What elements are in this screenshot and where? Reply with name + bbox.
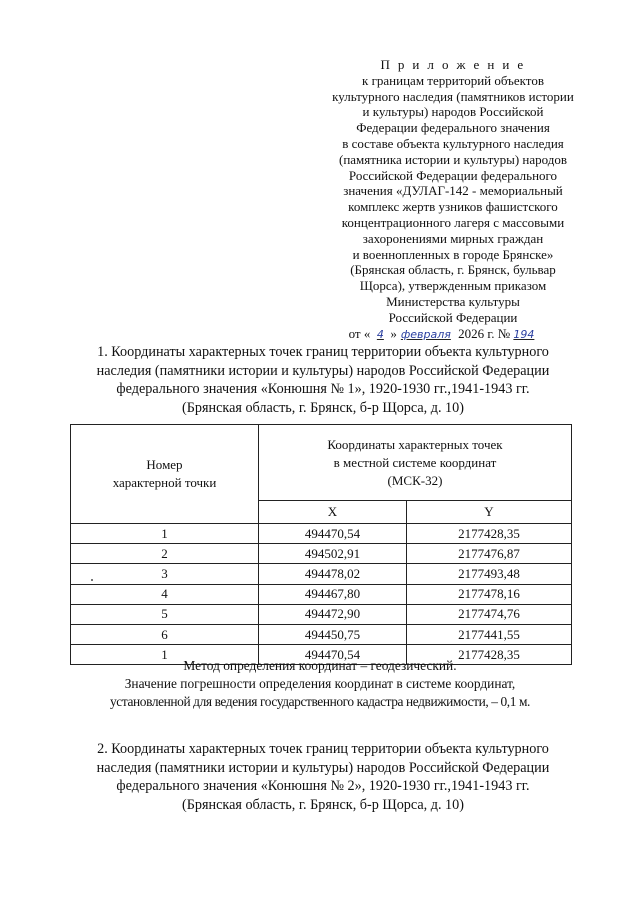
table-row: [71, 564, 572, 584]
table-header-row: [71, 425, 572, 501]
date-mid: »: [390, 325, 397, 341]
coordinates-table: [70, 424, 572, 665]
x-cell: 494478,02: [259, 564, 407, 584]
date-year: 2026 г. №: [458, 325, 511, 341]
appendix-line: захоронениями мирных граждан: [362, 230, 544, 246]
section-2-title-line: наследия (памятники истории и культуры) народов Российской Федерации: [96, 759, 550, 776]
point-number-header: [71, 425, 259, 524]
x-header: X: [259, 501, 407, 524]
header-text: характерной точки: [112, 475, 217, 490]
table-row: [71, 604, 572, 624]
x-cell: 494470,54: [259, 645, 407, 665]
y-cell: 2177428,35: [406, 524, 571, 544]
header-text: Координаты характерных точек: [327, 436, 503, 452]
section-1-title-line: (Брянская область, г. Брянск, б-р Щорса, д. 10): [182, 399, 464, 416]
date-prefix: от «: [348, 325, 371, 341]
appendix-line: Федерации федерального значения: [356, 120, 550, 136]
appendix-line: и военнопленных в городе Брянске»: [352, 246, 554, 262]
section-2-title-line: (Брянская область, г. Брянск, б-р Щорса, д. 10): [182, 796, 464, 813]
date-day-handwritten: 4: [376, 327, 384, 341]
appendix-line: в составе объекта культурного наследия: [342, 135, 564, 151]
y-cell: 2177428,35: [406, 645, 571, 665]
appendix-line: к границам территорий объектов: [362, 72, 544, 88]
x-cell: 494467,80: [259, 584, 407, 604]
section-1-title-line: федерального значения «Конюшня № 1», 1920-1930 гг.,1941-1943 гг.: [116, 381, 530, 398]
appendix-line: комплекс жертв узников фашистского: [348, 199, 558, 215]
appendix-line: Российской Федерации федерального: [348, 167, 558, 183]
method-note: [60, 657, 580, 711]
point-cell: 1: [71, 524, 259, 544]
appendix-line: (памятника истории и культуры) народов: [338, 151, 567, 167]
date-month-handwritten: февраля: [400, 327, 451, 341]
method-line: установленной для ведения государственного кадастра недвижимости, – 0,1 м.: [110, 694, 530, 709]
point-cell: 2: [71, 544, 259, 564]
x-cell: 494502,91: [259, 544, 407, 564]
section-2-title-line: 2. Координаты характерных точек границ территории объекта культурного: [97, 741, 549, 757]
appendix-header: [318, 57, 588, 342]
table-row: [71, 524, 572, 544]
coordinates-header: [259, 425, 572, 501]
table-row: [71, 624, 572, 644]
appendix-line: концентрационного лагеря с массовыми: [341, 214, 565, 230]
appendix-line: Российской Федерации: [388, 309, 518, 325]
appendix-line: значения «ДУЛАГ-142 - мемориальный: [343, 183, 563, 199]
header-text: в местной системе координат: [333, 454, 497, 470]
appendix-line: (Брянская область, г. Брянск, бульвар: [350, 262, 556, 278]
appendix-line: и культуры) народов Российской: [362, 104, 544, 120]
appendix-date-line: [318, 326, 588, 343]
table-row: [71, 544, 572, 564]
point-cell: 3: [71, 564, 259, 584]
header-text: Номер: [146, 457, 183, 472]
section-1-title-line: 1. Координаты характерных точек границ территории объекта культурного: [97, 344, 549, 360]
point-cell: 1: [71, 645, 259, 665]
appendix-line: культурного наследия (памятников истории: [332, 88, 574, 104]
section-2-title: [58, 740, 588, 814]
x-cell: 494470,54: [259, 524, 407, 544]
method-line: Метод определения координат – геодезический.: [183, 658, 457, 673]
x-cell: 494472,90: [259, 604, 407, 624]
table-row: [71, 584, 572, 604]
point-cell: 6: [71, 624, 259, 644]
point-cell: 4: [71, 584, 259, 604]
section-1-title-line: наследия (памятники истории и культуры) народов Российской Федерации: [96, 362, 550, 379]
appendix-heading: П р и л о ж е н и е: [380, 57, 526, 72]
y-cell: 2177478,16: [406, 584, 571, 604]
y-header: Y: [406, 501, 571, 524]
appendix-line: Щорса), утвержденным приказом: [359, 278, 547, 294]
appendix-line: Министерства культуры: [386, 293, 520, 309]
x-cell: 494450,75: [259, 624, 407, 644]
y-cell: 2177476,87: [406, 544, 571, 564]
order-number-handwritten: 194: [513, 327, 535, 341]
y-cell: 2177441,55: [406, 624, 571, 644]
point-cell: 5: [71, 604, 259, 624]
section-1-title: [58, 343, 588, 417]
method-line: Значение погрешности определения координат в системе координат,: [124, 676, 516, 691]
y-cell: 2177474,76: [406, 604, 571, 624]
scan-speck: [91, 579, 93, 581]
section-2-title-line: федерального значения «Конюшня № 2», 1920-1930 гг.,1941-1943 гг.: [116, 778, 530, 795]
y-cell: 2177493,48: [406, 564, 571, 584]
header-text: (МСК-32): [387, 472, 443, 488]
